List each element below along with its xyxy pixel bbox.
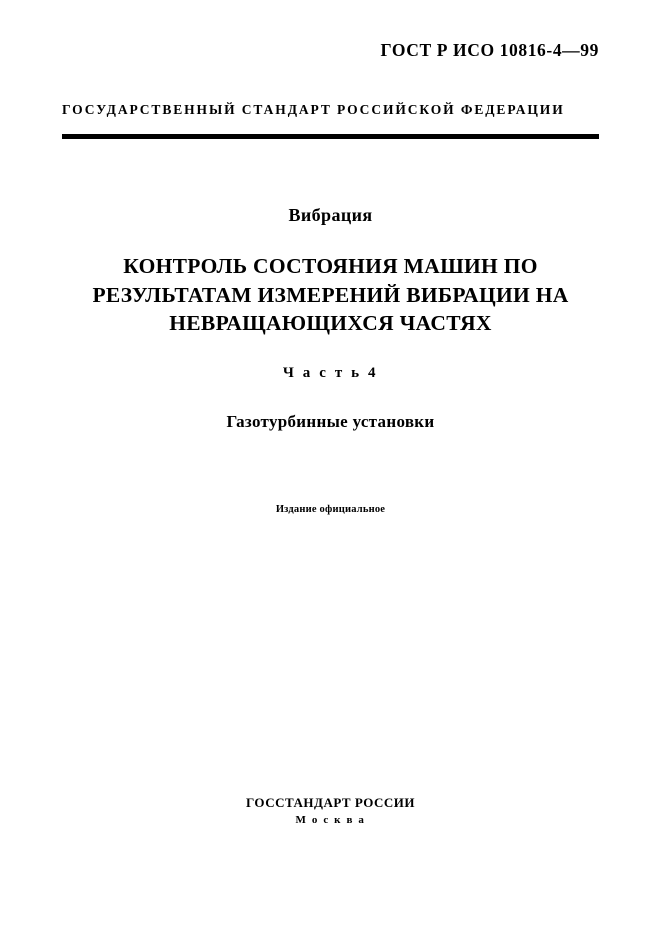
publisher-city: М о с к в а bbox=[295, 814, 366, 826]
horizontal-rule bbox=[62, 134, 599, 139]
part-label: Ч а с т ь 4 bbox=[282, 364, 379, 381]
official-edition-note: Издание официальное bbox=[275, 503, 386, 515]
title-kicker: Вибрация bbox=[288, 205, 373, 225]
publisher-name: ГОССТАНДАРТ РОССИИ bbox=[245, 795, 415, 810]
page-title: КОНТРОЛЬ СОСТОЯНИЯ МАШИН ПО РЕЗУЛЬТАТАМ ИЗМЕРЕНИЙ ВИБРАЦИИ НА НЕВРАЩАЮЩИХСЯ ЧАСТЯХ bbox=[92, 254, 569, 336]
footer-block bbox=[62, 795, 599, 826]
title-subtitle: Газотурбинные установки bbox=[226, 411, 435, 431]
title-block bbox=[62, 205, 599, 515]
standard-designation-line: ГОСУДАРСТВЕННЫЙ СТАНДАРТ РОССИЙСКОЙ ФЕДЕРАЦИИ bbox=[62, 102, 565, 117]
document-code: ГОСТ Р ИСО 10816-4—99 bbox=[380, 40, 599, 60]
